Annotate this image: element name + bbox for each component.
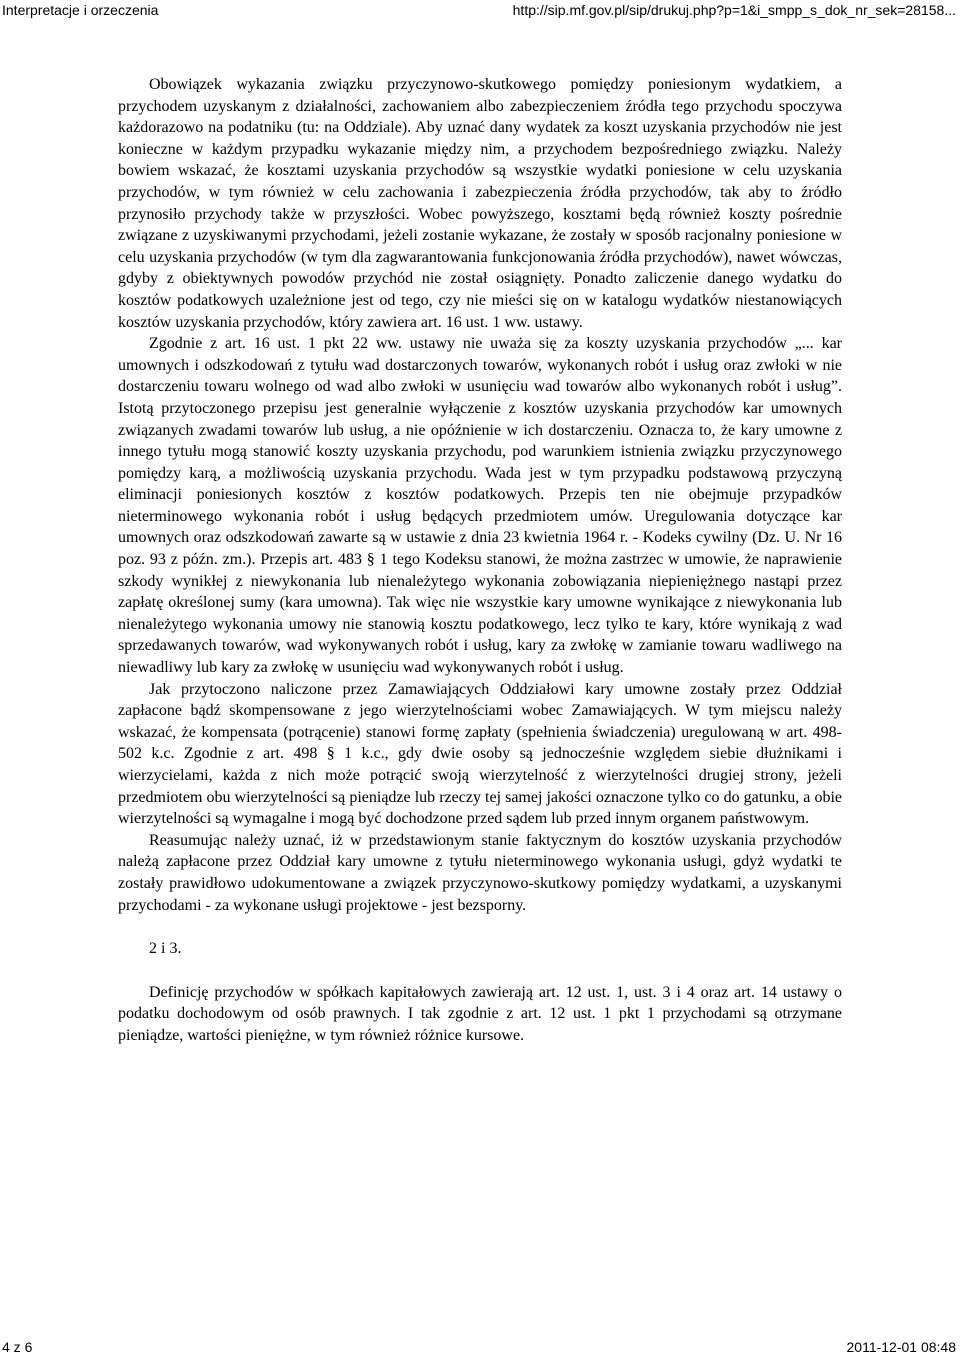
header-title: Interpretacje i orzeczenia: [2, 2, 159, 18]
print-timestamp: 2011-12-01 08:48: [846, 1339, 956, 1355]
page-footer: [0, 1337, 960, 1357]
paragraph-definition: Definicję przychodów w spółkach kapitałowych zawierają art. 12 ust. 1, ust. 3 i 4 oraz art. 14 ustawy o podatku dochodowym od osób prawnych. I tak zgodnie z art. 12 ust. 1 pkt 1 przychodami są otrzymane pieniądze, wartości pieniężne, w tym również różnice kursowe.: [118, 983, 842, 1044]
page-header: [0, 0, 960, 20]
page-counter: 4 z 6: [2, 1339, 33, 1355]
paragraph-4: Reasumując należy uznać, iż w przedstawionym stanie faktycznym do kosztów uzyskania przychodów należą zapłacone przez Oddział kary umowne z tytułu nieterminowego wykonania usługi, gdyż wydatki te zostały prawidłowo udokumentowane a związek przyczynowo-skutkowy pomiędzy wydatkami, a uzyskanymi przychodami - za wykonane usługi projektowe - jest bezsporny.: [118, 831, 842, 914]
header-url: http://sip.mf.gov.pl/sip/drukuj.php?p=1&i_smpp_s_dok_nr_sek=28158...: [512, 2, 956, 18]
paragraph-2: Zgodnie z art. 16 ust. 1 pkt 22 ww. ustawy nie uważa się za koszty uzyskania przychodów „... kar umownych i odszkodowań z tytułu wad dostarczonych towarów, wykonanych robót i usług oraz zwłoki w nie dostarczeniu towaru wolnego od wad albo zwłoki w usunięciu wad towarów albo wykonanych robót i usług”. Istotą przytoczonego przepisu jest generalnie wyłączenie z kosztów uzyskania przychodów kar umownych związanych zwadami towarów lub usług, a nie opóźnienie w ich dostarczeniu. Oznacza to, że kary umowne z innego tytułu mogą stanowić koszty uzyskania przychodu, pod warunkiem istnienia związku przyczynowego pomiędzy karą, a możliwością uzyskania przychodu. Wada jest w tym przypadku podstawową przyczyną eliminacji poniesionych kosztów z kosztów podatkowych. Przepis ten nie obejmuje przypadków nieterminowego wykonania robót i usług będących przedmiotem umów. Uregulowania dotyczące kar umownych oraz odszkodowań zawarte są w ustawie z dnia 23 kwietnia 1964 r. - Kodeks cywilny (Dz. U. Nr 16 poz. 93 z późn. zm.). Przepis art. 483 § 1 tego Kodeksu stanowi, że można zastrzec w umowie, że naprawienie szkody wynikłej z niewykonania lub nienależytego wykonania zobowiązania niepieniężnego nastąpi przez zapłatę określonej sumy (kara umowna). Tak więc nie wszystkie kary umowne wynikające z niewykonania lub nienależytego wykonania umowy nie stanowią kosztu podatkowego, lecz tylko te kary, które wynikają z wad sprzedawanych towarów, wad wykonywanych robót i usług, kary za zwłokę w zamianie towaru wadliwego na niewadliwy lub kary za zwłokę w usunięciu wad wykonywanych robót i usług.: [118, 335, 842, 677]
section-number: 2 i 3.: [149, 940, 182, 958]
document-body: [118, 74, 842, 1047]
paragraph-3: Jak przytoczono naliczone przez Zamawiających Oddziałowi kary umowne zostały przez Oddział zapłacone bądź skompensowane z jego wierzytelnościami wobec Zamawiających. W tym miejscu należy wskazać, że kompensata (potrącenie) stanowi formę zapłaty (spełnienia świadczenia) uregulowaną w art. 498-502 k.c. Zgodnie z art. 498 § 1 k.c., gdy dwie osoby są jednocześnie względem siebie dłużnikami i wierzycielami, każda z nich może potrącić swoją wierzytelność z wierzytelności drugiej strony, jeżeli przedmiotem obu wierzytelności są pieniądze lub rzeczy tej samej jakości oznaczone tylko co do gatunku, a obie wierzytelności są wymagalne i mogą być dochodzone przed sądem lub przed innym organem państwowym.: [118, 680, 842, 828]
paragraph-1: Obowiązek wykazania związku przyczynowo-skutkowego pomiędzy poniesionym wydatkiem, a przychodem uzyskanym z działalności, zachowaniem albo zabezpieczeniem źródła tego przychodu spoczywa każdorazowo na podatniku (tu: na Oddziale). Aby uznać dany wydatek za koszt uzyskania przychodów nie jest konieczne w każdym przypadku wykazanie między nim, a przychodem bezpośredniego związku. Należy bowiem wskazać, że kosztami uzyskania przychodów są wszystkie wydatki poniesione w celu uzyskania przychodów, w tym również w celu zachowania i zabezpieczenia źródła przychodów, tak aby to źródło przynosiło przychody także w przyszłości. Wobec powyższego, kosztami będą również koszty pośrednie związane z uzyskiwanymi przychodami, jeżeli zostanie wykazane, że zostały w sposób racjonalny poniesione w celu uzyskania przychodów (w tym dla zagwarantowania funkcjonowania źródła przychodów), nawet wówczas, gdyby z obiektywnych powodów przychód nie został osiągnięty. Ponadto zaliczenie danego wydatku do kosztów podatkowych uzależnione jest od tego, czy nie mieści się on w katalogu wydatków niestanowiących kosztów uzyskania przychodów, który zawiera art. 16 ust. 1 ww. ustawy.: [118, 76, 842, 331]
